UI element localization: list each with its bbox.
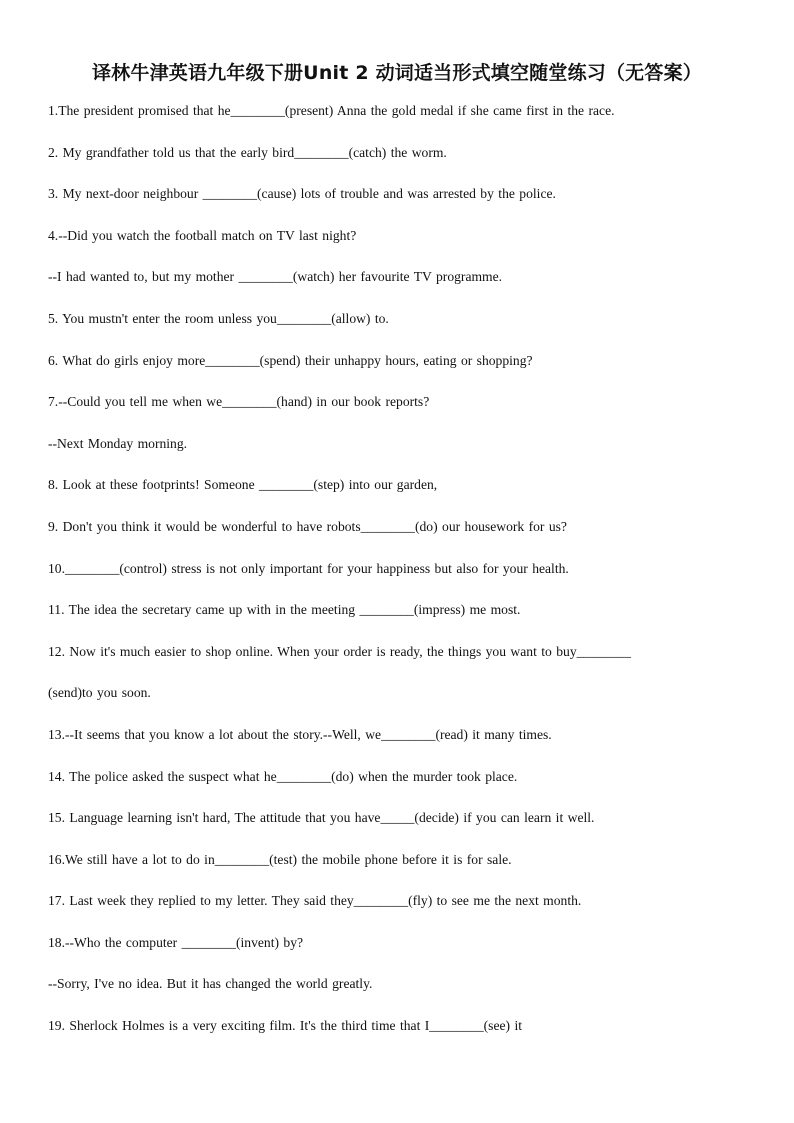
exercise-line: 6. What do girls enjoy more________(spend) their unhappy hours, eating or shopping? <box>48 352 533 368</box>
exercise-line: --Sorry, I've no idea. But it has changed the world greatly. <box>48 976 373 992</box>
exercise-line: (send)to you soon. <box>48 685 151 701</box>
exercise-line: 13.--It seems that you know a lot about the story.--Well, we________(read) it many times. <box>48 726 552 742</box>
exercise-line: 16.We still have a lot to do in________(test) the mobile phone before it is for sale. <box>48 851 512 867</box>
exercise-line: 14. The police asked the suspect what he________(do) when the murder took place. <box>48 768 518 784</box>
exercise-line: 15. Language learning isn't hard, The attitude that you have_____(decide) if you can learn it well. <box>48 810 595 826</box>
exercise-line: 8. Look at these footprints! Someone ________(step) into our garden, <box>48 477 438 493</box>
exercise-line: 10.________(control) stress is not only important for your happiness but also for your health. <box>48 560 569 576</box>
exercise-line: 19. Sherlock Holmes is a very exciting film. It's the third time that I________(see) it <box>48 1018 523 1034</box>
exercise-line: 4.--Did you watch the football match on TV last night? <box>48 227 357 243</box>
document-title: 译林牛津英语九年级下册Unit 2 动词适当形式填空随堂练习（无答案） <box>91 62 702 84</box>
exercise-line: 11. The idea the secretary came up with in the meeting ________(impress) me most. <box>48 602 521 618</box>
exercise-line: 3. My next-door neighbour ________(cause) lots of trouble and was arrested by the police. <box>48 186 556 202</box>
exercise-line: 18.--Who the computer ________(invent) by? <box>48 934 304 950</box>
exercise-line: 17. Last week they replied to my letter. They said they________(fly) to see me the next month. <box>48 893 582 909</box>
exercise-line: 1.The president promised that he________(present) Anna the gold medal if she came first in the race. <box>48 103 615 118</box>
exercise-line: --I had wanted to, but my mother ________(watch) her favourite TV programme. <box>48 269 503 285</box>
exercise-line: 9. Don't you think it would be wonderful to have robots________(do) our housework for us? <box>48 518 567 534</box>
exercise-list <box>48 101 728 1058</box>
exercise-line: 7.--Could you tell me when we________(hand) in our book reports? <box>48 394 430 410</box>
exercise-line: 5. You mustn't enter the room unless you________(allow) to. <box>48 310 389 326</box>
exercise-line: --Next Monday morning. <box>48 435 188 451</box>
exercise-line: 12. Now it's much easier to shop online. When your order is ready, the things you want to buy________ <box>48 643 631 659</box>
exercise-line: 2. My grandfather told us that the early bird________(catch) the worm. <box>48 144 447 160</box>
